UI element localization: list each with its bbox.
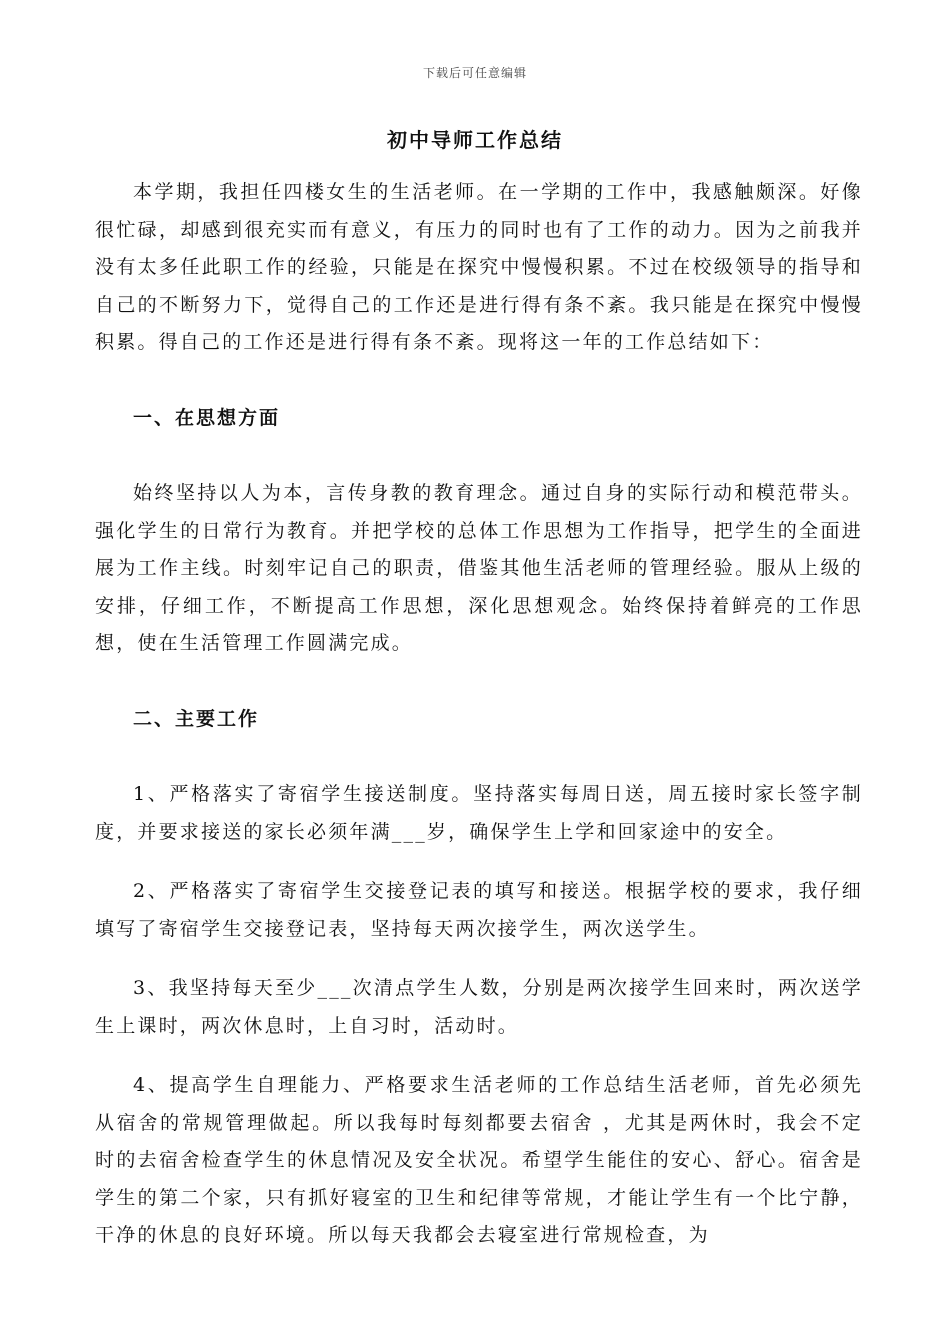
document-body (95, 174, 863, 1255)
section-heading-main-work: 二、主要工作 (133, 707, 260, 730)
main-work-item-2: 2、严格落实了寄宿学生交接登记表的填写和接送。根据学校的要求，我仔细填写了寄宿学生交接登记表，坚持每天两次接学生，两次送学生。 (95, 880, 863, 940)
header-note: 下载后可任意编辑 (422, 66, 527, 80)
section-thought-paragraph: 始终坚持以人为本，言传身教的教育理念。通过自身的实际行动和模范带头。强化学生的日常行为教育。并把学校的总体工作思想为工作指导，把学生的全面进展为工作主线。时刻牢记自己的职责，借鉴其他生活老师的管理经验。服从上级的安排，仔细工作，不断提高工作思想，深化思想观念。始终保持着鲜亮的工作思想，使在生活管理工作圆满完成。 (95, 482, 863, 654)
document-title: 初中导师工作总结 (387, 128, 563, 152)
section-heading-thought: 一、在思想方面 (133, 406, 281, 429)
main-work-item-1: 1、严格落实了寄宿学生接送制度。坚持落实每周日送，周五接时家长签字制度，并要求接送的家长必须年满___岁，确保学生上学和回家途中的安全。 (95, 783, 863, 843)
main-work-item-3: 3、我坚持每天至少___次清点学生人数，分别是两次接学生回来时，两次送学生上课时，两次休息时，上自习时，活动时。 (95, 977, 863, 1037)
intro-paragraph: 本学期，我担任四楼女生的生活老师。在一学期的工作中，我感触颇深。好像很忙碌，却感到很充实而有意义，有压力的同时也有了工作的动力。因为之前我并没有太多任此职工作的经验，只能是在探究中慢慢积累。不过在校级领导的指导和自己的不断努力下，觉得自己的工作还是进行得有条不紊。我只能是在探究中慢慢积累。得自己的工作还是进行得有条不紊。现将这一年的工作总结如下： (95, 181, 863, 353)
main-work-item-4: 4、提高学生自理能力、严格要求生活老师的工作总结生活老师，首先必须先从宿舍的常规管理做起。所以我每时每刻都要去宿舍 ，尤其是两休时，我会不定时的去宿舍检查学生的休息情况及安全状况。希望学生能住的安心、舒心。宿舍是学生的第二个家，只有抓好寝室的卫生和纪律等常规，才能让学生有一个比宁静，干净的休息的良好环境。所以每天我都会去寝室进行常规检查，为 (95, 1074, 863, 1246)
